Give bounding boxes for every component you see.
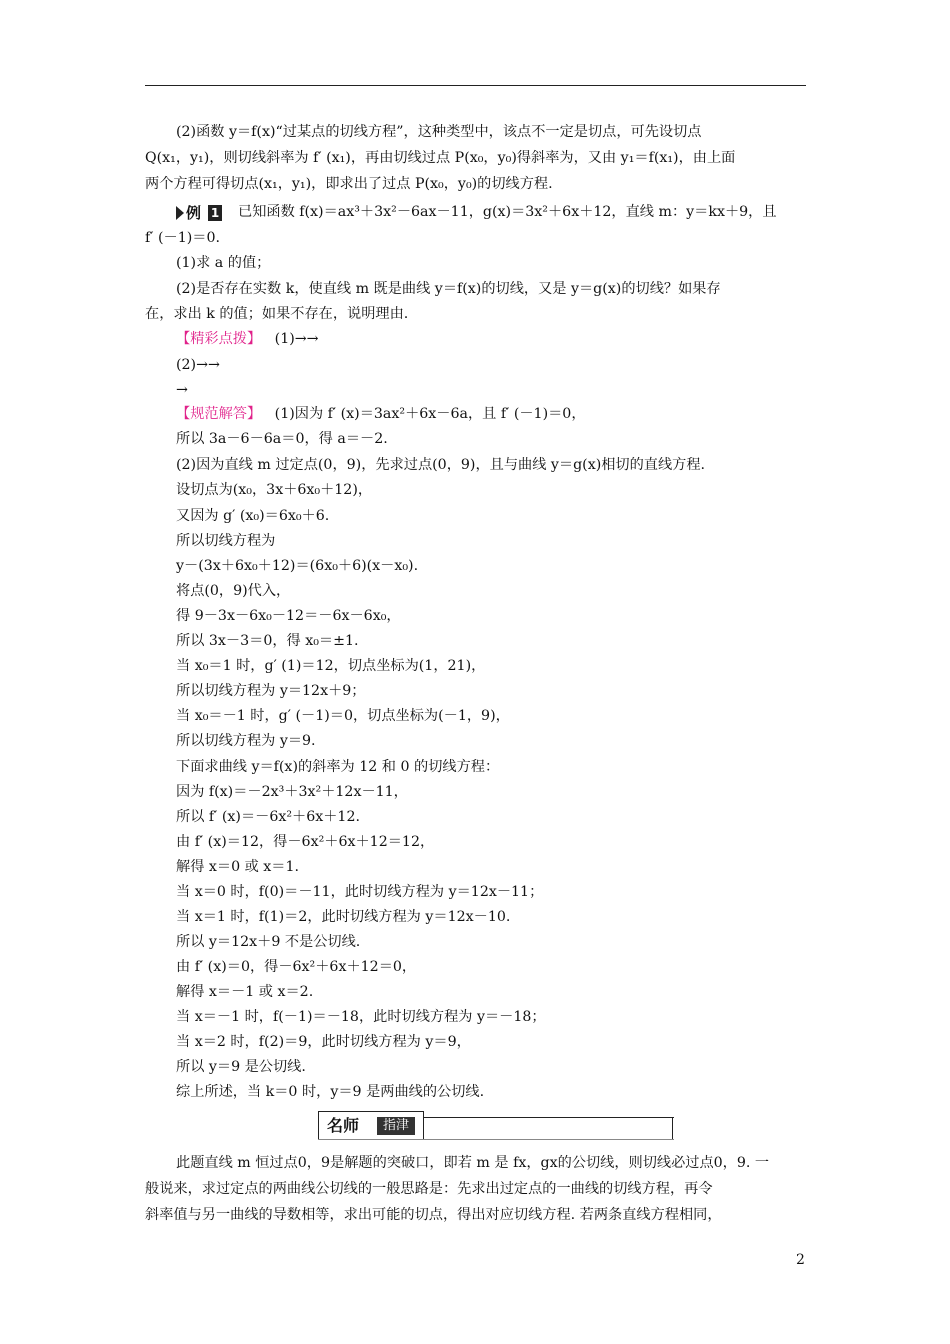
solution-line-first	[176, 404, 586, 424]
solution-line: 又因为 g′ (x₀)＝6x₀＋6.	[176, 508, 330, 524]
triangle-icon	[176, 206, 184, 220]
solution-line: 所以切线方程为 y＝12x＋9；	[176, 683, 366, 699]
solution-line: 所以 y＝12x＋9 不是公切线.	[176, 934, 361, 950]
solution-line: 当 x＝0 时，f(0)＝－11，此时切线方程为 y＝12x－11；	[176, 884, 544, 900]
example-badge	[176, 203, 224, 223]
solution-line: 因为 f(x)＝－2x³＋3x²＋12x－11，	[176, 784, 408, 800]
solution-line: 所以切线方程为 y＝9.	[176, 733, 316, 749]
intro-line-2: Q(x₁，y₁)，则切线斜率为 f′ (x₁)，再由切线过点 P(x₀，y₀)得斜率为，又由 y₁＝f(x₁)，由上面	[145, 150, 736, 166]
hint-step-3: →	[176, 382, 188, 398]
header-rule	[145, 85, 806, 86]
teacher-note-header	[318, 1111, 674, 1143]
hint-line-1	[176, 329, 319, 349]
solution-line: 设切点为(x₀，3x＋6x₀＋12)，	[176, 482, 373, 498]
solution-line: (2)因为直线 m 过定点(0，9)，先求过点(0，9)，且与曲线 y＝g(x)相切的直线方程.	[176, 457, 706, 473]
teacher-note-box	[318, 1111, 424, 1140]
solution-line: 将点(0，9)代入，	[176, 583, 291, 599]
question-2-line-2: 在，求出 k 的值；如果不存在，说明理由.	[145, 306, 409, 322]
teacher-note-badge: 指津	[377, 1117, 415, 1135]
solution-line: 所以 y＝9 是公切线.	[176, 1059, 306, 1075]
intro-line-3: 两个方程可得切点(x₁，y₁)，即求出了过点 P(x₀，y₀)的切线方程.	[145, 176, 553, 192]
example-number: 1	[208, 205, 222, 221]
solution-line: 解得 x＝－1 或 x＝2.	[176, 984, 314, 1000]
solution-tag: 【规范解答】	[176, 406, 262, 422]
teacher-note-line-1: 此题直线 m 恒过点0，9是解题的突破口，即若 m 是 fx，gx的公切线，则切线必过点0，9. 一	[176, 1155, 770, 1171]
solution-line: 所以 f′ (x)＝－6x²＋6x＋12.	[176, 809, 360, 825]
solution-line: 当 x₀＝－1 时，g′ (－1)＝0，切点坐标为(－1，9)，	[176, 708, 510, 724]
hint-step-2: (2)→→	[176, 357, 220, 373]
teacher-note-line-3: 斜率值与另一曲线的导数相等，求出可能的切点，得出对应切线方程. 若两条直线方程相同，	[145, 1207, 722, 1223]
solution-line: 当 x₀＝1 时，g′ (1)＝12，切点坐标为(1，21)，	[176, 658, 486, 674]
question-1: (1)求 a 的值；	[176, 255, 271, 271]
intro-line-1: (2)函数 y＝f(x)“过某点的切线方程”，这种类型中，该点不一定是切点，可先设切点	[176, 124, 702, 140]
teacher-note-label: 名师	[327, 1116, 360, 1135]
hint-tag: 【精彩点拨】	[176, 331, 262, 347]
example-statement-2: f′ (－1)＝0.	[145, 230, 220, 246]
solution-line: y－(3x＋6x₀＋12)＝(6x₀＋6)(x－x₀).	[176, 558, 419, 574]
solution-line: 当 x＝2 时，f(2)＝9，此时切线方程为 y＝9，	[176, 1034, 471, 1050]
example-label: 例	[186, 204, 202, 222]
question-2-line-1: (2)是否存在实数 k，使直线 m 既是曲线 y＝f(x)的切线，又是 y＝g(x)的切线？如果存	[176, 281, 721, 297]
hint-step-1: (1)→→	[274, 331, 319, 347]
solution-line: 下面求曲线 y＝f(x)的斜率为 12 和 0 的切线方程：	[176, 759, 500, 775]
solution-line: 当 x＝－1 时，f(－1)＝－18，此时切线方程为 y＝－18；	[176, 1009, 546, 1025]
solution-line: 所以 3a－6－6a＝0，得 a＝－2.	[176, 431, 388, 447]
solution-line: 由 f′ (x)＝12，得－6x²＋6x＋12＝12，	[176, 834, 435, 850]
example-statement-1: 已知函数 f(x)＝ax³＋3x²－6ax－11，g(x)＝3x²＋6x＋12，直线 m：y＝kx＋9，且	[238, 204, 777, 220]
solution-line: 所以 3x－3＝0，得 x₀＝±1.	[176, 633, 359, 649]
page-number: 2	[796, 1252, 805, 1268]
teacher-note-line-2: 般说来，求过定点的两曲线公切线的一般思路是：先求出过定点的一曲线的切线方程，再令	[145, 1181, 713, 1197]
header-baseline	[318, 1139, 674, 1140]
solution-line: 所以切线方程为	[176, 533, 276, 549]
header-line	[422, 1117, 674, 1118]
solution-line: 当 x＝1 时，f(1)＝2，此时切线方程为 y＝12x－10.	[176, 909, 511, 925]
solution-line: 由 f′ (x)＝0，得－6x²＋6x＋12＝0，	[176, 959, 417, 975]
solution-line: 得 9－3x－6x₀－12＝－6x－6x₀，	[176, 608, 401, 624]
solution-line: 解得 x＝0 或 x＝1.	[176, 859, 300, 875]
solution-part-1: (1)因为 f′ (x)＝3ax²＋6x－6a，且 f′ (－1)＝0，	[274, 406, 586, 422]
solution-line: 综上所述，当 k＝0 时，y＝9 是两曲线的公切线.	[176, 1084, 485, 1100]
header-line-end	[672, 1117, 673, 1139]
